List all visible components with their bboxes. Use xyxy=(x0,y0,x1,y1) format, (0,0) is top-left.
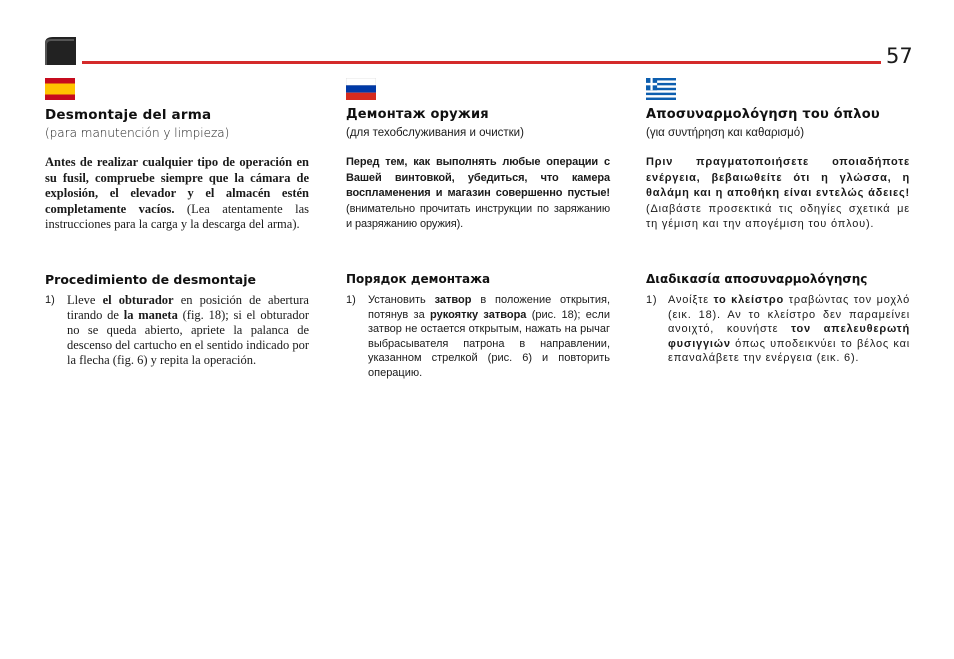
step-text-part: (fig. 18); si el obturador no se queda abierto, apriete la palanca de descenso del cartucho en el sentido indicado por la flecha (fig. 6) y repita la operación. xyxy=(67,308,309,367)
warning-emphasis: Πριν πραγματοποιήσετε οποιαδήποτε ενέργεια, βεβαιωθείτε ότι η γλώσσα, η θαλάμη και η αποθήκη είναι εντελώς άδειες! xyxy=(646,156,910,199)
step-number: 1) xyxy=(646,294,658,306)
step-term: τον απελευθερωτή φυσιγγιών xyxy=(668,323,910,350)
russian-column xyxy=(346,78,610,233)
step-number: 1) xyxy=(346,294,356,306)
warning-note: (Lea atentamente las instrucciones para la carga y la descarga del arma). xyxy=(45,201,309,231)
step-number: 1) xyxy=(45,294,55,306)
warning-note: (внимательно прочитать инструкции по заряжанию и разряжанию оружия). xyxy=(346,202,610,230)
warning-emphasis: Antes de realizar cualquier tipo de operación en su fusil, compruebe siempre que la cámara de explosión, el elevador y el almacén estén completamente vacíos. xyxy=(45,155,309,216)
procedure-heading: Διαδικασία αποσυναρμολόγησης xyxy=(646,272,868,286)
step-text-part: (рис. 18); если затвор не остается открытым, нажать на рычаг выбрасывателя патрона в направлении, указанном стрелкой (рис. 6) и повторить операцию. xyxy=(368,308,610,379)
procedure-step xyxy=(346,293,610,381)
step-text-part: Установить xyxy=(368,294,435,306)
step-text-part: Ανοίξτε xyxy=(668,294,714,306)
section-title: Desmontaje del arma xyxy=(45,107,212,123)
procedure-heading: Procedimiento de desmontaje xyxy=(45,272,256,287)
step-term: рукоятку затвора xyxy=(430,308,527,321)
step-term: la maneta xyxy=(123,308,178,322)
warning-note: (Διαβάστε προσεκτικά τις οδηγίες σχετικά με τη γέμιση και την απογέμιση του όπλου). xyxy=(646,202,910,230)
spanish-column xyxy=(45,78,309,233)
step-text-part: в положение открытия, потянув за xyxy=(368,294,611,321)
page-corner-mark-icon xyxy=(45,37,76,65)
step-term: el obturador xyxy=(102,293,174,307)
step-text-part: όπως υποδεικνύει το βέλος και επαναλάβετε την ενέργεια (εικ. 6). xyxy=(668,337,910,365)
section-subtitle: (para manutención y limpieza) xyxy=(45,126,230,140)
header-rule xyxy=(82,61,881,64)
step-text-part: en posición de abertura tirando de xyxy=(67,293,309,322)
section-title: Демонтаж оружия xyxy=(346,107,489,122)
section-subtitle: (для техобслуживания и очистки) xyxy=(346,127,524,139)
section-subtitle: (για συντήρηση και καθαρισμό) xyxy=(646,127,805,139)
safety-warning xyxy=(346,155,610,233)
step-text xyxy=(368,293,610,381)
warning-emphasis: Перед тем, как выполнять любые операции с Вашей винтовкой, убедиться, что камера воспламенения и магазин совершенно пустые! xyxy=(346,156,610,199)
step-text-part: τραβώντας τον μοχλό (εικ. 18). Αν το κλείστρο δεν παραμείνει ανοιχτό, κουνήστε xyxy=(668,294,910,336)
step-term: затвор xyxy=(434,294,472,306)
safety-warning xyxy=(45,155,309,233)
step-term: το κλείστρο xyxy=(713,294,785,306)
procedure-step xyxy=(646,293,910,366)
safety-warning xyxy=(646,155,910,233)
step-text-part: Lleve xyxy=(67,293,103,307)
procedure-heading: Порядок демонтажа xyxy=(346,272,491,286)
procedure-step xyxy=(45,293,309,368)
greece-flag-icon xyxy=(646,78,676,100)
step-text xyxy=(67,293,309,368)
greek-column xyxy=(646,78,910,233)
page-number: 57 xyxy=(886,44,913,68)
spain-flag-icon xyxy=(45,78,75,100)
section-title: Αποσυναρμολόγηση του όπλου xyxy=(646,107,880,122)
step-text xyxy=(668,293,910,366)
russia-flag-icon xyxy=(346,78,376,100)
